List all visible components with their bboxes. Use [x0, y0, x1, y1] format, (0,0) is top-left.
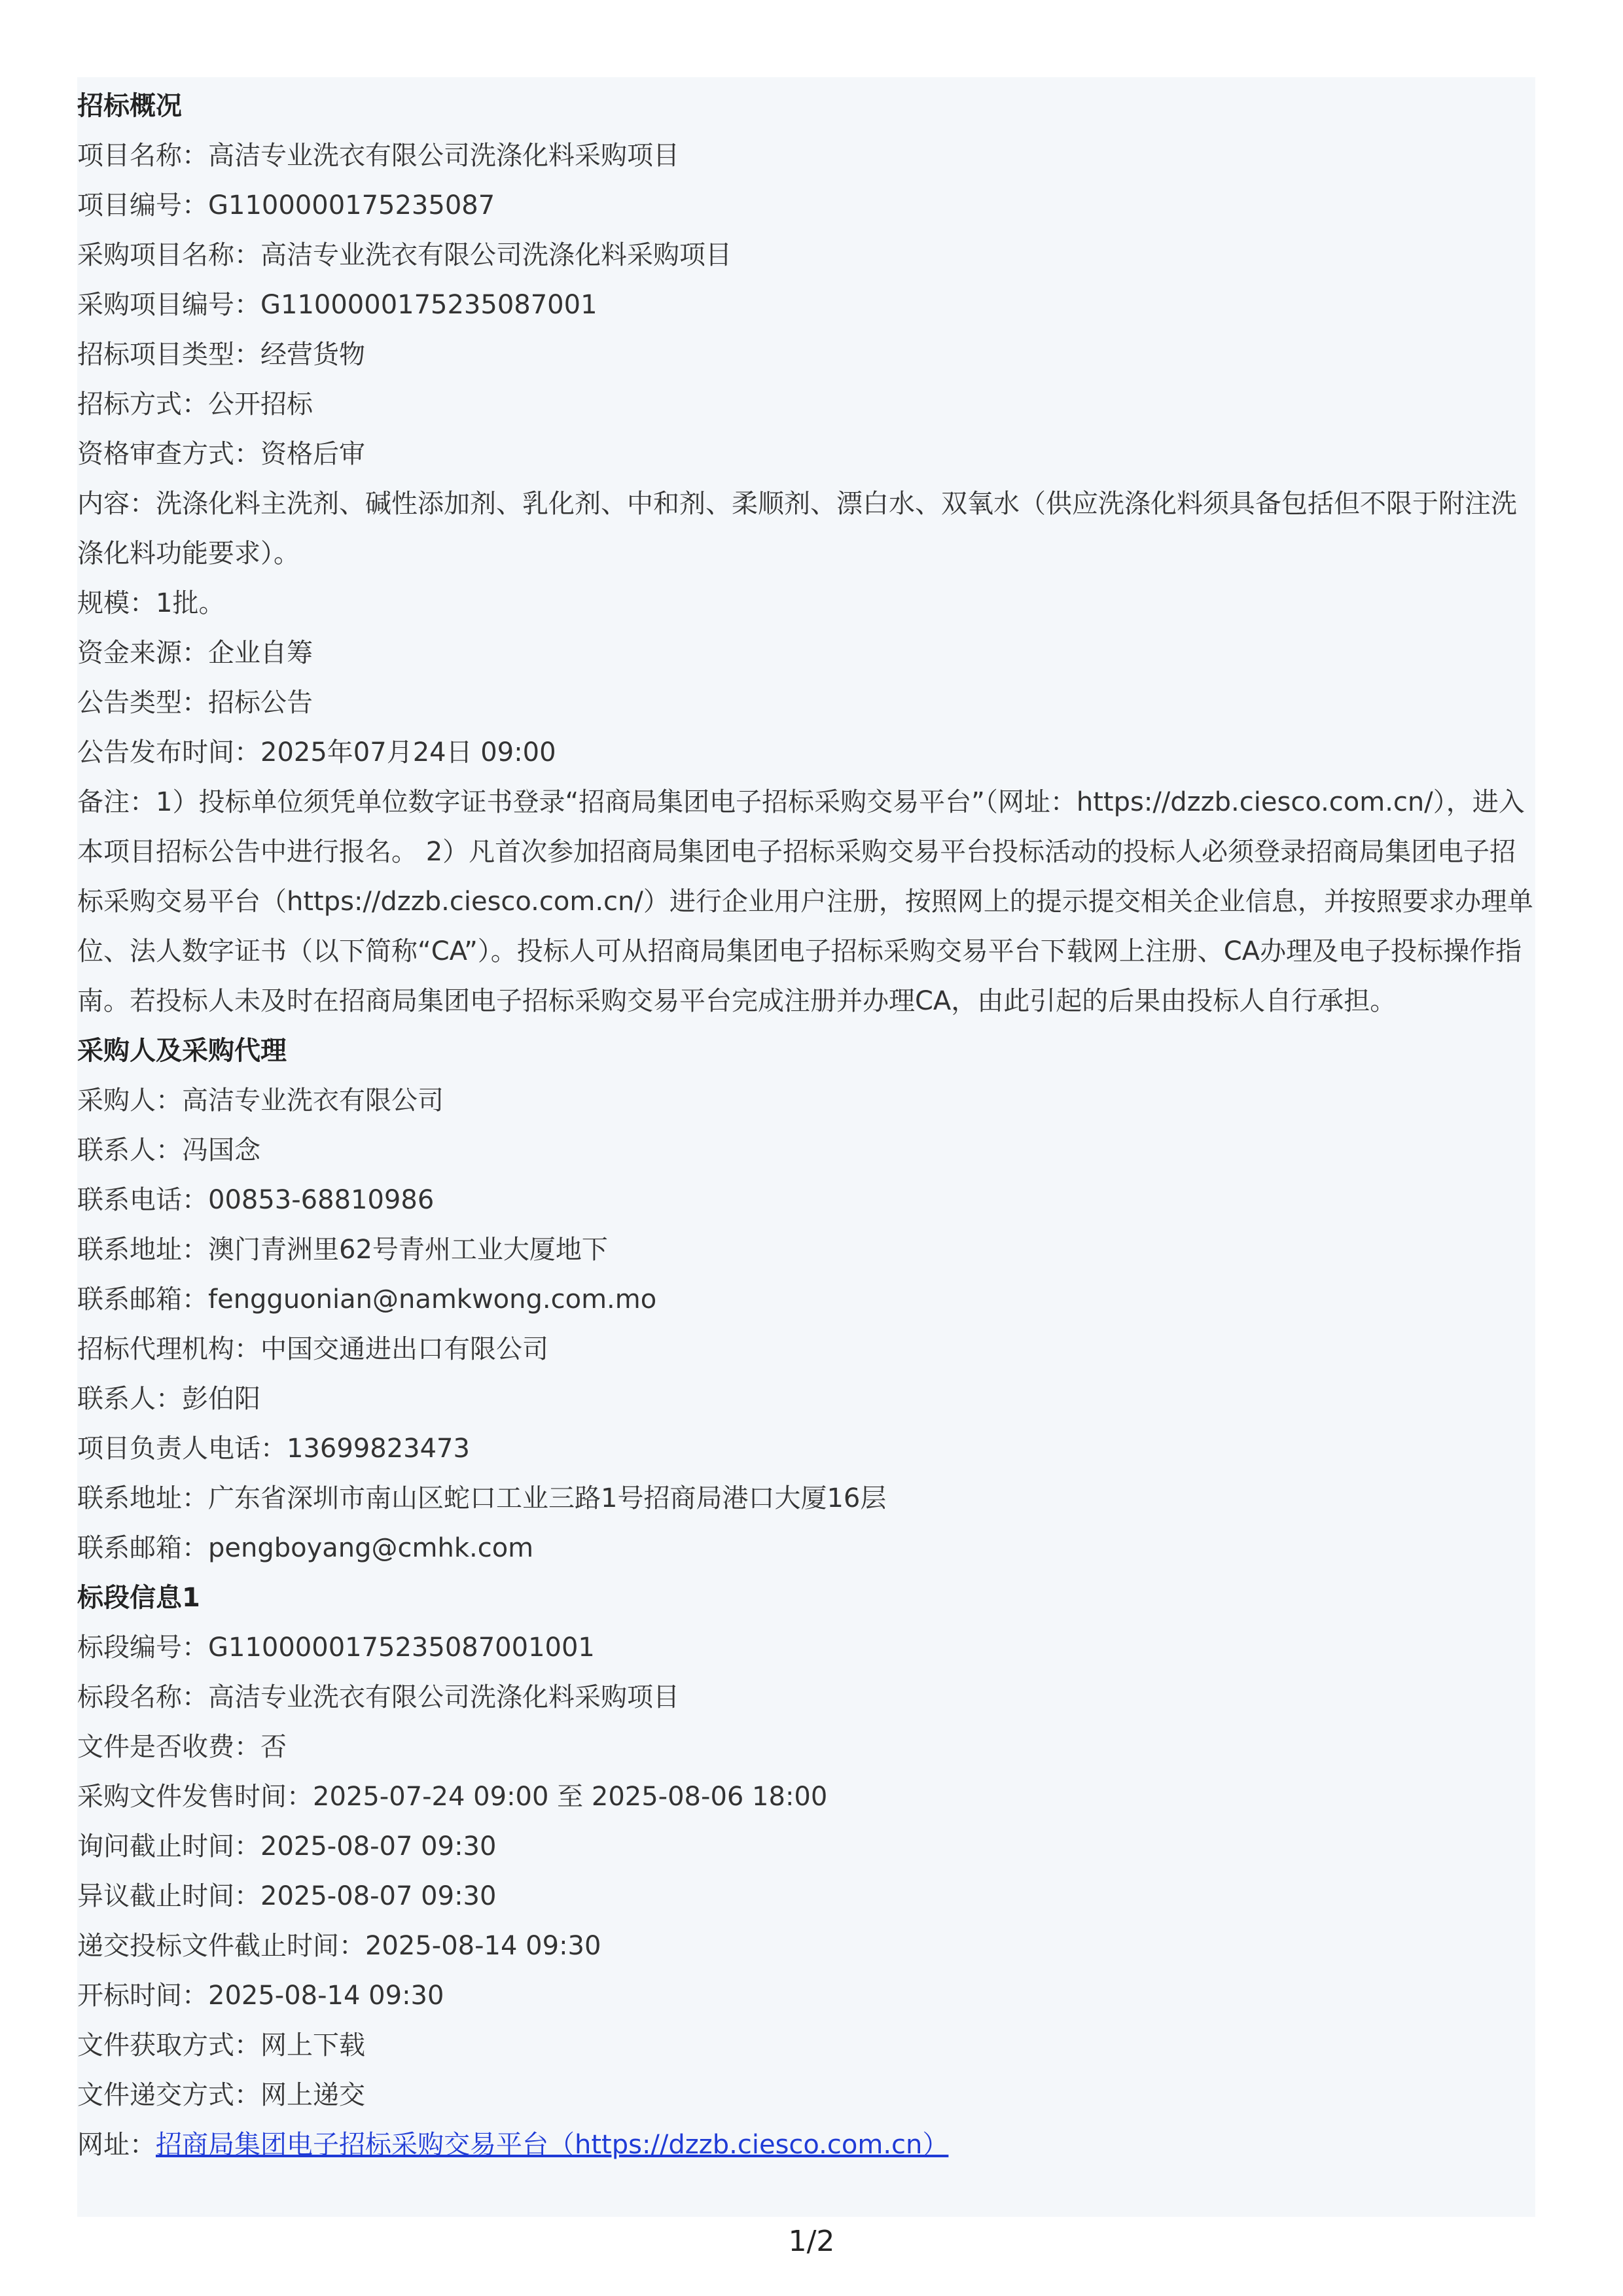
document-body [77, 77, 1535, 2217]
website-row [77, 2120, 1535, 2170]
tender-agency: 招标代理机构：中国交通进出口有限公司 [77, 1334, 548, 1364]
objection-deadline: 异议截止时间：2025-08-07 09:30 [77, 1881, 497, 1911]
section-title-lot: 标段信息1 [77, 1583, 200, 1613]
purchaser-contact: 联系人：冯国念 [77, 1135, 260, 1165]
purchaser: 采购人：高洁专业洗衣有限公司 [77, 1086, 444, 1116]
content-description: 内容：洗涤化料主洗剂、碱性添加剂、乳化剂、中和剂、柔顺剂、漂白水、双氧水（供应洗涤化料须具备包括但不限于附注洗涤化料功能要求）。 [77, 489, 1517, 569]
agency-email: 联系邮箱：pengboyang@cmhk.com [77, 1533, 534, 1563]
publish-time: 公告发布时间：2025年07月24日 09:00 [77, 737, 556, 768]
section-title-purchaser: 采购人及采购代理 [77, 1036, 287, 1066]
scale: 规模：1批。 [77, 588, 225, 618]
agency-address: 联系地址：广东省深圳市南山区蛇口工业三路1号招商局港口大厦16层 [77, 1483, 887, 1513]
sale-time: 采购文件发售时间：2025-07-24 09:00 至 2025-08-06 18:00 [77, 1782, 828, 1812]
website-link[interactable]: 招商局集团电子招标采购交易平台（https://dzzb.ciesco.com.cn） [156, 2130, 949, 2160]
purchaser-address: 联系地址：澳门青洲里62号青州工业大厦地下 [77, 1235, 608, 1265]
purchaser-email: 联系邮箱：fengguonian@namkwong.com.mo [77, 1284, 657, 1315]
tender-method: 招标方式：公开招标 [77, 389, 313, 419]
project-name: 项目名称：高洁专业洗衣有限公司洗涤化料采购项目 [77, 141, 679, 171]
remark: 备注：1）投标单位须凭单位数字证书登录“招商局集团电子招标采购交易平台”（网址：https://dzzb.ciesco.com.cn/），进入本项目招标公告中进行报名。 2）凡首次参加招商局集团电子招标采购交易平台投标活动的投标人必须登录招商局集团电子招标采购交易平台（https://dzzb.ciesco.com.cn/）进行企业用户注册，按照网上的提示提交相关企业信息，并按照要求办理单位、法人数字证书（以下简称“CA”）。投标人可从招商局集团电子招标采购交易平台下载网上注册、CA办理及电子投标操作指南。若投标人未及时在招商局集团电子招标采购交易平台完成注册并办理CA，由此引起的后果由投标人自行承担。 [77, 787, 1533, 1016]
purchase-project-name: 采购项目名称：高洁专业洗衣有限公司洗涤化料采购项目 [77, 240, 732, 270]
agency-phone: 项目负责人电话：13699823473 [77, 1434, 470, 1464]
agency-contact: 联系人：彭伯阳 [77, 1384, 260, 1414]
notice-type: 公告类型：招标公告 [77, 688, 313, 718]
inquiry-deadline: 询问截止时间：2025-08-07 09:30 [77, 1831, 497, 1862]
lot-number: 标段编号：G1100000175235087001001 [77, 1633, 595, 1663]
lot-name: 标段名称：高洁专业洗衣有限公司洗涤化料采购项目 [77, 1682, 679, 1712]
purchaser-phone: 联系电话：00853-68810986 [77, 1185, 435, 1215]
page-number: 1/2 [788, 2225, 835, 2258]
purchase-project-number: 采购项目编号：G1100000175235087001 [77, 290, 597, 320]
section-title-overview: 招标概况 [77, 91, 182, 121]
opening-time: 开标时间：2025-08-14 09:30 [77, 1981, 444, 2011]
funding-source: 资金来源：企业自筹 [77, 638, 313, 668]
qualification-review: 资格审查方式：资格后审 [77, 439, 365, 469]
submission-deadline: 递交投标文件截止时间：2025-08-14 09:30 [77, 1931, 601, 1961]
website-label: 网址： [77, 2130, 156, 2160]
obtain-method: 文件获取方式：网上下载 [77, 2030, 365, 2060]
project-number: 项目编号：G1100000175235087 [77, 190, 495, 221]
project-type: 招标项目类型：经营货物 [77, 340, 365, 370]
document-fee: 文件是否收费：否 [77, 1732, 287, 1762]
submit-method: 文件递交方式：网上递交 [77, 2080, 365, 2110]
